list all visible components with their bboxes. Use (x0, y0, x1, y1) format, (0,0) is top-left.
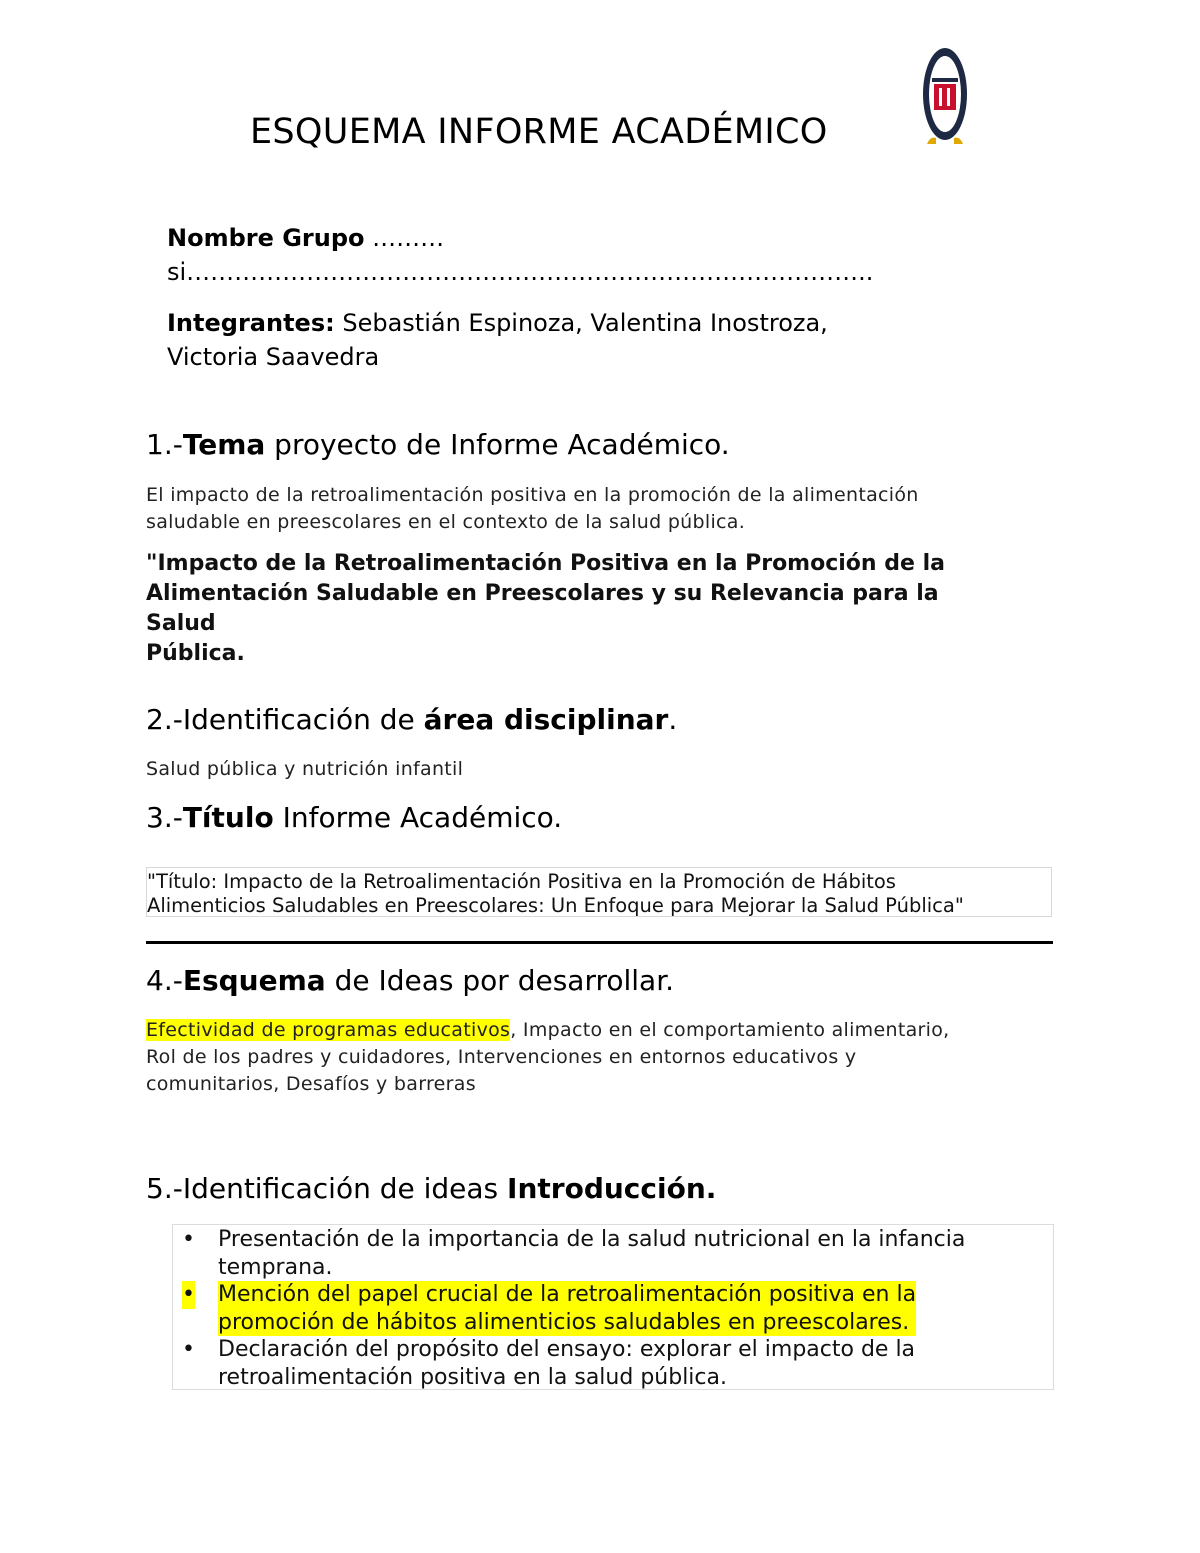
section-2-text: Salud pública y nutrición infantil (146, 758, 464, 780)
section-4-heading-rest: de Ideas por desarrollar. (325, 964, 675, 997)
section-1-quote-line: Alimentación Saludable en Preescolares y su Relevancia para la Salud (146, 581, 939, 636)
section-2-heading-suffix: . (668, 703, 678, 736)
section-2-heading-bold: área disciplinar (423, 703, 669, 736)
group-name-line (167, 224, 444, 252)
bullet-icon: • (182, 1227, 195, 1252)
title-text (147, 870, 964, 918)
list-item-line: Presentación de la importancia de la salud nutricional en la infancia (218, 1227, 966, 1252)
section-4-text-rest: , Impacto en el comportamiento alimentario, (510, 1019, 950, 1041)
section-3-heading (146, 801, 562, 834)
members-names-1: Sebastián Espinoza, Valentina Inostroza, (334, 309, 828, 337)
list-item-line: temprana. (218, 1254, 333, 1280)
section-4-text-line: Rol de los padres y cuidadores, Intervenciones en entornos educativos y (146, 1046, 857, 1068)
section-4-number: 4.- (146, 964, 183, 997)
document-title: ESQUEMA INFORME ACADÉMICO (250, 112, 828, 152)
members-label: Integrantes: (167, 309, 335, 337)
list-item-line: Declaración del propósito del ensayo: explorar el impacto de la (218, 1337, 916, 1362)
title-text-line: Alimenticios Saludables en Preescolares: Un Enfoque para Mejorar la Salud Pública" (147, 894, 964, 917)
list-item-line: promoción de hábitos alimenticios saludables en preescolares. (218, 1309, 916, 1337)
list-item-line: retroalimentación positiva en la salud pública. (218, 1364, 727, 1390)
group-name-label: Nombre Grupo (167, 224, 365, 252)
section-1-number: 1.- (146, 428, 183, 461)
group-name-dots: ……… (364, 224, 445, 252)
section-1-quote-line: Pública. (146, 641, 245, 666)
title-text-line: "Título: Impacto de la Retroalimentación Positiva en la Promoción de Hábitos (147, 870, 896, 893)
section-divider (146, 941, 1053, 944)
section-4-text (146, 1017, 949, 1098)
university-crest-icon (922, 44, 968, 152)
section-1-quote-line: "Impacto de la Retroalimentación Positiva en la Promoción de la (146, 551, 945, 576)
group-name-continuation: si………………………………………………………………………….. (167, 258, 874, 286)
section-4-heading (146, 964, 674, 997)
section-5-heading-prefix: 5.-Identificación de ideas (146, 1172, 508, 1205)
section-4-text-line (146, 1017, 949, 1044)
section-4-heading-bold: Esquema (182, 964, 326, 997)
section-4-text-line: comunitarios, Desafíos y barreras (146, 1073, 476, 1095)
section-1-text-line: El impacto de la retroalimentación positiva en la promoción de la alimentación (146, 484, 919, 506)
section-5-heading (146, 1172, 716, 1205)
section-1-heading (146, 428, 730, 461)
list-item-line: Mención del papel crucial de la retroalimentación positiva en la (218, 1282, 917, 1307)
section-1-text-line: saludable en preescolares en el contexto de la salud pública. (146, 511, 746, 533)
bullet-icon: • (182, 1282, 195, 1307)
members-names-2: Victoria Saavedra (167, 343, 380, 371)
highlighted-text: Efectividad de programas educativos (146, 1019, 511, 1041)
section-2-heading (146, 703, 677, 736)
members-line (167, 309, 828, 337)
bullet-icon: • (182, 1337, 195, 1362)
section-1-heading-rest: proyecto de Informe Académico. (265, 428, 730, 461)
section-3-number: 3.- (146, 801, 183, 834)
section-3-heading-bold: Título (182, 801, 274, 834)
section-1-quote (146, 549, 1006, 669)
section-3-heading-rest: Informe Académico. (273, 801, 563, 834)
section-5-heading-bold: Introducción. (507, 1172, 717, 1205)
section-1-heading-bold: Tema (182, 428, 266, 461)
section-2-heading-prefix: 2.-Identificación de (146, 703, 424, 736)
section-1-text (146, 482, 919, 536)
